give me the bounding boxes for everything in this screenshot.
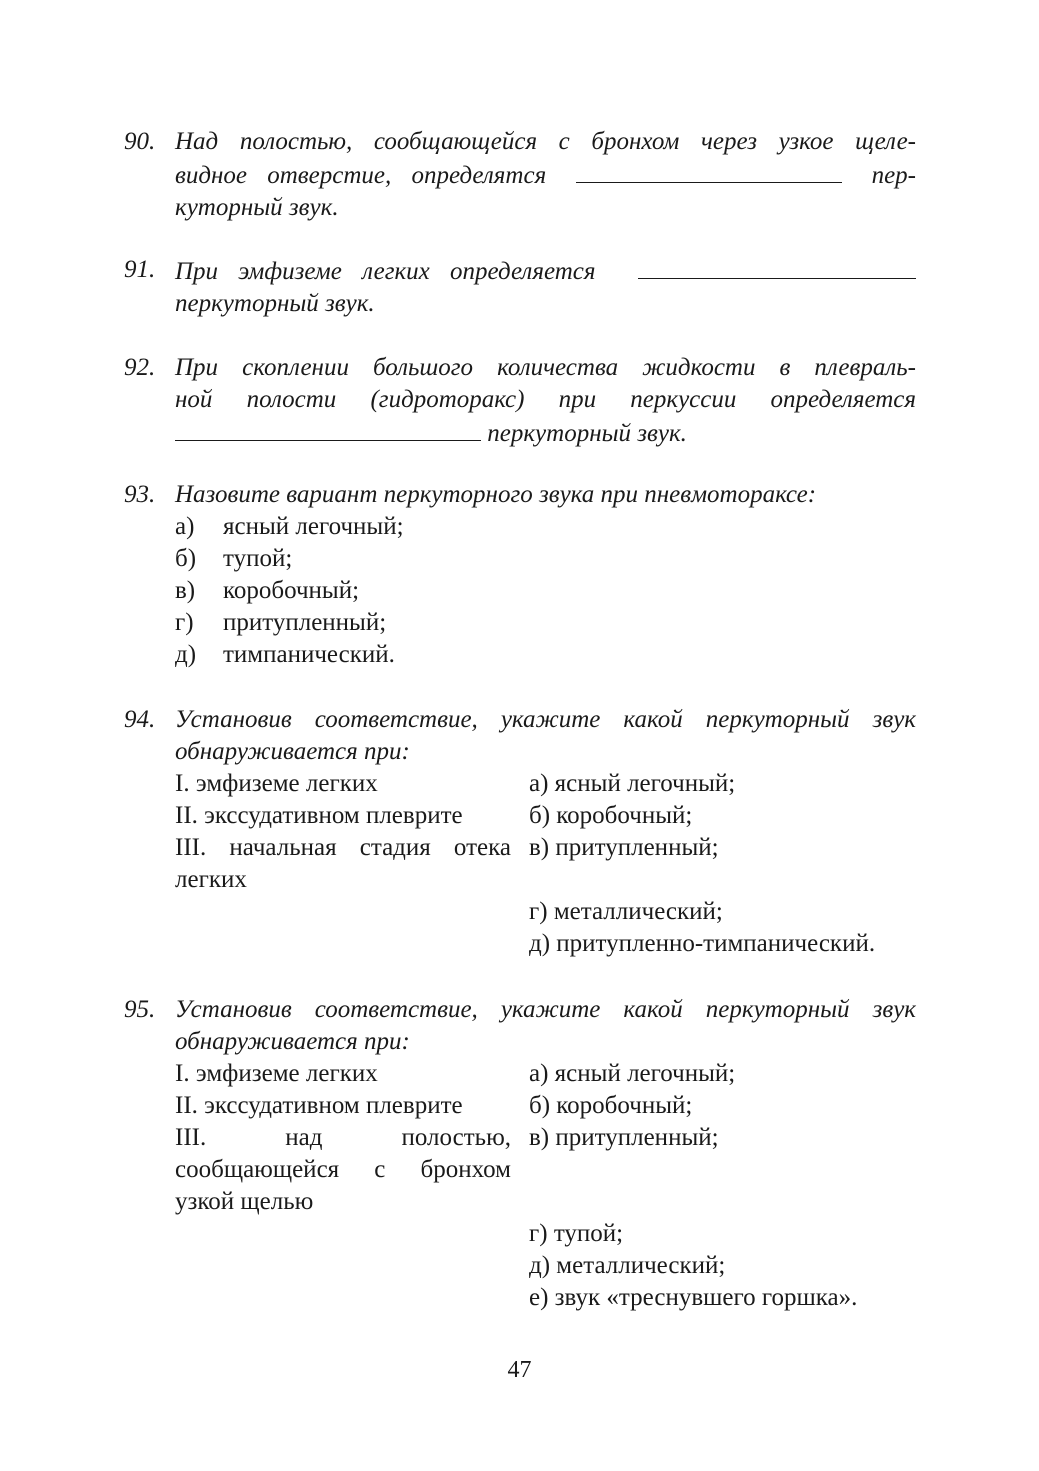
- question-text-line: видное отверстие, определятся: [175, 162, 547, 189]
- question-text-line: При скоплении большого количества жидкости в плевраль-: [175, 354, 916, 381]
- question-text-line: пер-: [871, 162, 916, 189]
- question-prompt: обнаруживается при:: [175, 738, 410, 765]
- question-91: [124, 254, 916, 320]
- match-right-item: в) притупленный;: [529, 1124, 719, 1151]
- question-92: [124, 352, 916, 450]
- match-left-item: II. экссудативном плеврите: [175, 1092, 463, 1119]
- match-right-item: в) притупленный;: [529, 834, 719, 861]
- question-number: 93.: [124, 481, 156, 508]
- question-number: 91.: [124, 256, 156, 283]
- answer-option[interactable]: б) тупой;: [175, 545, 293, 572]
- question-text-line: ной полости (гидроторакс) при перкуссии определяется: [175, 386, 916, 413]
- match-left-item: III. над полостью, сообщающейся с бронхом узкой щелью: [175, 1124, 511, 1215]
- match-right-item: г) тупой;: [529, 1220, 624, 1247]
- question-number: 94.: [124, 706, 156, 733]
- question-text-line: При эмфиземе легких определяется: [175, 258, 596, 285]
- question-text-line: Над полостью, сообщающейся с бронхом через узкое щеле-: [175, 128, 916, 155]
- match-right-item: д) притупленно-тимпанический.: [529, 930, 876, 957]
- question-94: [124, 704, 916, 960]
- question-90: [124, 126, 916, 224]
- match-left-item: II. экссудативном плеврите: [175, 802, 463, 829]
- match-left-item: I. эмфиземе легких: [175, 1060, 378, 1087]
- question-number: 90.: [124, 128, 156, 155]
- match-right-item: д) металлический;: [529, 1252, 726, 1279]
- match-right-item: а) ясный легочный;: [529, 1060, 736, 1087]
- match-right-item: г) металлический;: [529, 898, 723, 925]
- answer-option[interactable]: в) коробочный;: [175, 577, 360, 604]
- question-text-line: перкуторный звук.: [175, 290, 375, 317]
- answer-blank[interactable]: [576, 158, 842, 183]
- answer-option[interactable]: а) ясный легочный;: [175, 513, 404, 540]
- match-right-item: е) звук «треснувшего горшка».: [529, 1284, 858, 1311]
- match-left-item: I. эмфиземе легких: [175, 770, 378, 797]
- question-95: [124, 994, 916, 1314]
- question-prompt: Установив соответствие, укажите какой перкуторный звук: [175, 706, 916, 733]
- answer-blank[interactable]: [638, 254, 916, 279]
- matching-table: [175, 1058, 916, 1314]
- answer-option[interactable]: д) тимпанический.: [175, 641, 395, 668]
- question-prompt: Установив соответствие, укажите какой перкуторный звук: [175, 996, 916, 1023]
- match-right-item: а) ясный легочный;: [529, 770, 736, 797]
- match-right-item: б) коробочный;: [529, 1092, 693, 1119]
- question-number: 92.: [124, 354, 156, 381]
- match-right-item: б) коробочный;: [529, 802, 693, 829]
- answer-blank[interactable]: [175, 416, 481, 441]
- question-prompt: обнаруживается при:: [175, 1028, 410, 1055]
- question-text-line: перкуторный звук.: [487, 420, 687, 447]
- page-number: 47: [507, 1357, 532, 1383]
- answer-option[interactable]: г) притупленный;: [175, 609, 387, 636]
- question-93: [124, 479, 916, 671]
- question-prompt: Назовите вариант перкуторного звука при пневмотораксе:: [175, 481, 817, 508]
- question-text-line: куторный звук.: [175, 194, 339, 221]
- match-left-item: III. начальная стадия отека легких: [175, 834, 511, 893]
- matching-table: [175, 768, 916, 960]
- question-number: 95.: [124, 996, 156, 1023]
